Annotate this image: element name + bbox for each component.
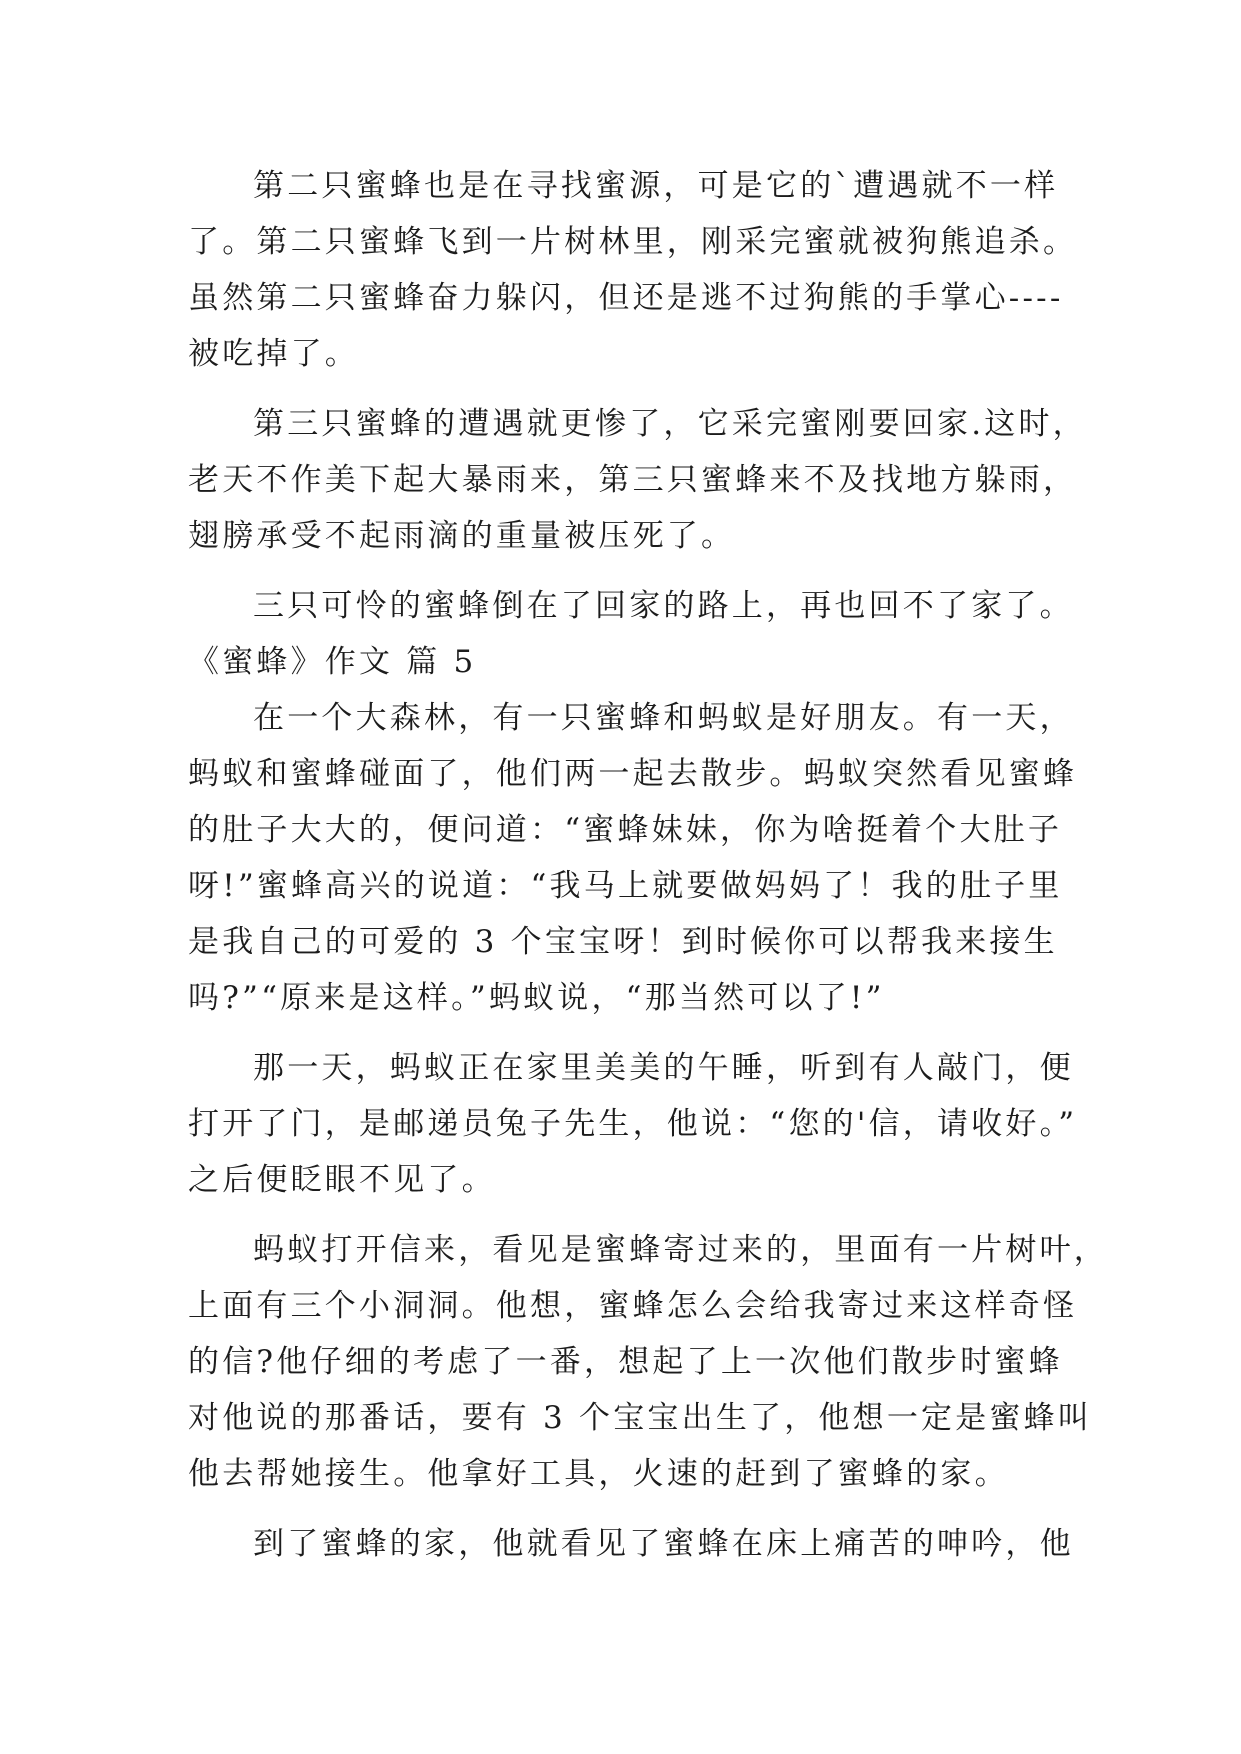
paragraph-line: 是我自己的可爱的 3 个宝宝呀！到时候你可以帮我来接生 [188, 924, 1058, 960]
paragraph-line: 打开了门，是邮递员兔子先生，他说：“您的'信，请收好。” [188, 1106, 1078, 1142]
paragraph-line: 蚂蚁打开信来，看见是蜜蜂寄过来的，里面有一片树叶， [253, 1232, 1108, 1268]
paragraph-line: 那一天，蚂蚁正在家里美美的午睡，听到有人敲门，便 [253, 1050, 1074, 1086]
paragraph-line: 在一个大森林，有一只蜜蜂和蚂蚁是好朋友。有一天， [253, 700, 1074, 736]
paragraph-line: 到了蜜蜂的家，他就看见了蜜蜂在床上痛苦的呻吟，他 [253, 1526, 1074, 1562]
paragraph-line: 吗?”“原来是这样。”蚂蚁说，“那当然可以了!” [188, 980, 885, 1016]
paragraph-line: 之后便眨眼不见了。 [188, 1162, 496, 1198]
paragraph-line: 的肚子大大的，便问道：“蜜蜂妹妹，你为啥挺着个大肚子 [188, 812, 1063, 848]
paragraph-line: 蚂蚁和蜜蜂碰面了，他们两一起去散步。蚂蚁突然看见蜜蜂 [188, 756, 1078, 792]
paragraph-line: 三只可怜的蜜蜂倒在了回家的路上，再也回不了家了。 [253, 588, 1074, 624]
paragraph-line: 了。第二只蜜蜂飞到一片树林里，刚采完蜜就被狗熊追杀。 [188, 224, 1078, 260]
paragraph-line: 对他说的那番话，要有 3 个宝宝出生了，他想一定是蜜蜂叫 [188, 1400, 1093, 1436]
paragraph-line: 呀!”蜜蜂高兴的说道：“我马上就要做妈妈了！我的肚子里 [188, 868, 1063, 904]
document-body [188, 158, 1108, 1572]
paragraph-line: 上面有三个小洞洞。他想，蜜蜂怎么会给我寄过来这样奇怪 [188, 1288, 1078, 1324]
paragraph-line: 的信?他仔细的考虑了一番，想起了上一次他们散步时蜜蜂 [188, 1344, 1063, 1380]
paragraph-line: 第三只蜜蜂的遭遇就更惨了，它采完蜜刚要回家.这时， [253, 406, 1087, 442]
paragraph-line: 第二只蜜蜂也是在寻找蜜源，可是它的`遭遇就不一样 [253, 168, 1059, 204]
paragraph-line: 他去帮她接生。他拿好工具，火速的赶到了蜜蜂的家。 [188, 1456, 1009, 1492]
section-heading: 《蜜蜂》作文 篇 5 [188, 644, 477, 680]
paragraph-line: 虽然第二只蜜蜂奋力躲闪，但还是逃不过狗熊的手掌心---- [188, 280, 1064, 316]
paragraph-line: 翅膀承受不起雨滴的重量被压死了。 [188, 518, 736, 554]
paragraph-line: 被吃掉了。 [188, 336, 359, 372]
paragraph-line: 老天不作美下起大暴雨来，第三只蜜蜂来不及找地方躲雨， [188, 462, 1078, 498]
